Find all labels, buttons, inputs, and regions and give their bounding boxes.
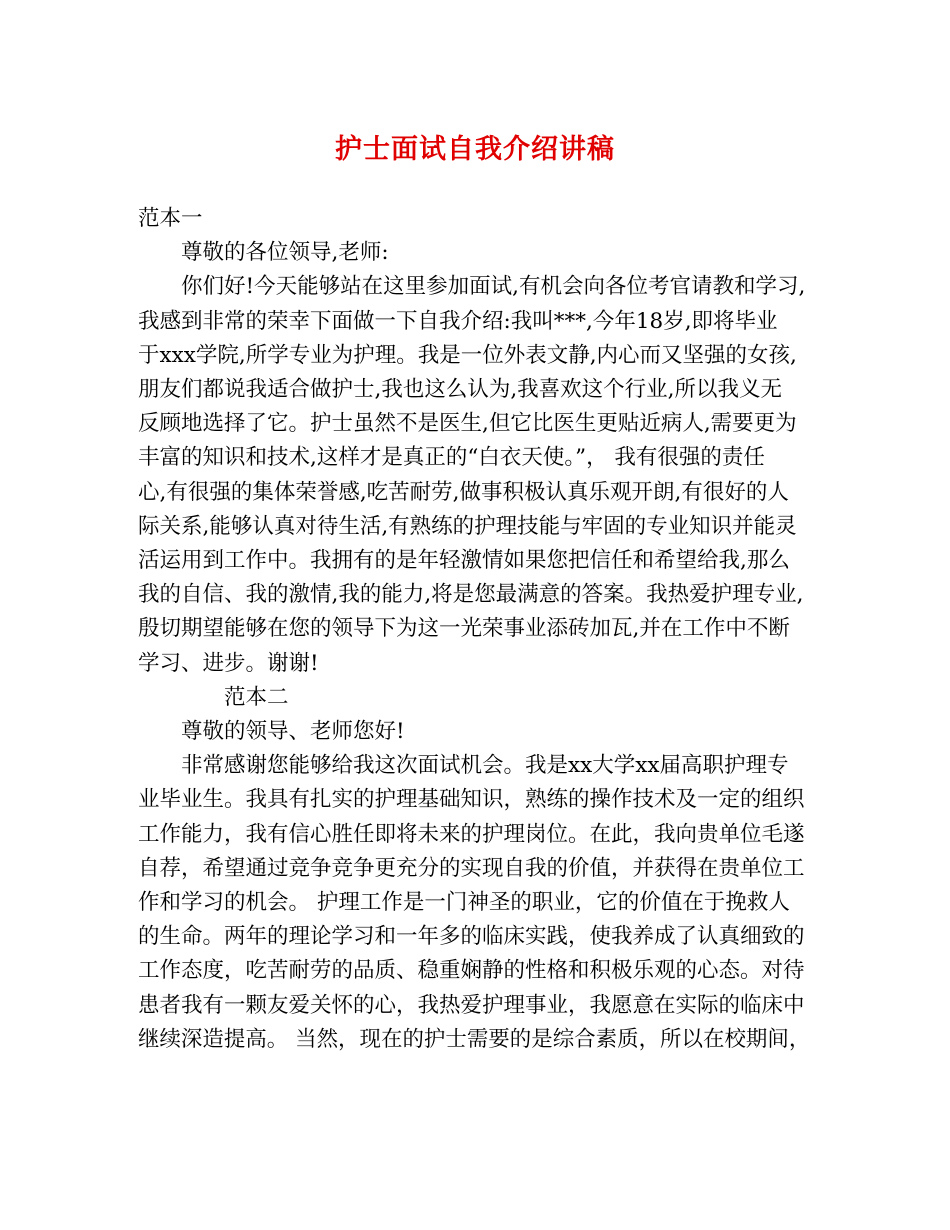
text-line: 自荐，希望通过竞争竞争更充分的实现自我的价值，并获得在贵单位工 xyxy=(138,855,805,881)
text-line: 业毕业生。我具有扎实的护理基础知识，熟练的操作技术及一定的组织 xyxy=(138,787,805,813)
text-line: 我感到非常的荣幸下面做一下自我介绍:我叫***,今年18岁,即将毕业 xyxy=(138,308,778,334)
text-line: 反顾地选择了它。护士虽然不是医生,但它比医生更贴近病人,需要更为 xyxy=(138,411,797,437)
text-line: 朋友们都说我适合做护士,我也这么认为,我喜欢这个行业,所以我义无 xyxy=(138,377,783,402)
text-line: 于xxx学院,所学专业为护理。我是一位外表文静,内心而又坚强的女孩, xyxy=(138,342,797,368)
text-line: 我的自信、我的激情,我的能力,将是您最满意的答案。我热爱护理专业, xyxy=(138,582,804,608)
text-line: 患者我有一颗友爱关怀的心，我热爱护理事业，我愿意在实际的临床中 xyxy=(138,992,805,1018)
text-line: 继续深造提高。 当然，现在的护士需要的是综合素质，所以在校期间， xyxy=(138,1026,811,1052)
document-title: 护士面试自我介绍讲稿 xyxy=(335,134,615,165)
text-line: 尊敬的领导、老师您好! xyxy=(181,719,405,744)
text-line: 非常感谢您能够给我这次面试机会。我是xx大学xx届高职护理专 xyxy=(181,753,789,779)
text-line: 活运用到工作中。我拥有的是年轻激情如果您把信任和希望给我,那么 xyxy=(138,548,790,573)
text-line: 学习、进步。谢谢! xyxy=(138,650,319,676)
text-line: 丰富的知识和技术,这样才是真正的“白衣天使。”， 我有很强的责任 xyxy=(138,445,765,471)
text-line: 殷切期望能够在您的领导下为这一光荣事业添砖加瓦,并在工作中不断 xyxy=(138,616,790,642)
text-line: 尊敬的各位领导,老师: xyxy=(181,240,389,266)
text-line: 工作态度，吃苦耐劳的品质、稳重娴静的性格和积极乐观的心态。对待 xyxy=(138,958,805,984)
text-line: 作和学习的机会。 护理工作是一门神圣的职业，它的价值在于挽救人 xyxy=(138,890,790,915)
text-line: 的生命。两年的理论学习和一年多的临床实践，使我养成了认真细致的 xyxy=(138,924,805,950)
text-line: 工作能力，我有信心胜任即将未来的护理岗位。在此，我向贵单位毛遂 xyxy=(138,821,805,847)
text-line: 范本二 xyxy=(224,684,289,710)
text-line: 你们好!今天能够站在这里参加面试,有机会向各位考官请教和学习, xyxy=(181,274,806,300)
text-line: 际关系,能够认真对待生活,有熟练的护理技能与牢固的专业知识并能灵 xyxy=(138,513,797,539)
text-line: 心,有很强的集体荣誉感,吃苦耐劳,做事积极认真乐观开朗,有很好的人 xyxy=(138,479,789,505)
text-line: 范本一 xyxy=(138,206,203,231)
